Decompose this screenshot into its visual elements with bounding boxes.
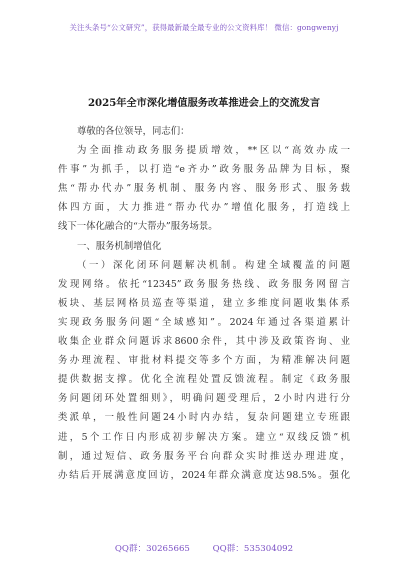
header-promo-text: 关注头条号“公文研究”，获得最新最全最专业的公文资料库！ 微信：gongwenyj — [69, 23, 339, 32]
text-line: 焦“帮办代办”服务机制、服务内容、服务形式、服务载 — [58, 183, 350, 195]
document-body — [58, 122, 350, 485]
text-line: 提供数据支撑。优化全流程处置反馈流程。制定《政务服 — [58, 374, 350, 386]
text-line: 板块、基层网格员巡查等渠道，建立多维度问题收集体系 — [58, 297, 350, 309]
paragraph-lines — [58, 141, 350, 485]
text-line: 体四方面，大力推进“帮办代办”增值化服务，打造线上 — [58, 202, 350, 214]
text-line: 件事”为抓手，以打造“e齐办”政务服务品牌为目标，聚 — [58, 164, 350, 176]
text-line: 进，5个工作日内形成初步解决方案。建立“双线反馈”机 — [58, 431, 350, 443]
text-line: （一）深化闭环问题解决机制。构建全域覆盖的问题 — [77, 259, 350, 271]
footer-qq-group-2: QQ群：535304092 — [212, 544, 294, 554]
text-line: 类派单，一般性问题24小时内办结，复杂问题建立专班跟 — [58, 412, 350, 424]
text-line: 线下一体化融合的“大帮办”服务场景。 — [58, 221, 218, 233]
text-line: 办结后开展满意度回访，2024年群众满意度达98.5%。强化 — [58, 469, 350, 481]
text-line: 实现政务服务问题“全域感知”。2024年通过各渠道累计 — [58, 316, 350, 328]
text-line: 收集企业群众问题诉求8600余件，其中涉及政策咨询、业 — [58, 336, 350, 348]
text-line: 制，通过短信、政务服务平台向群众实时推送办理进度， — [58, 450, 350, 462]
text-line: 务问题闭环处置细则》，明确问题受理后，2小时内进行分 — [58, 393, 350, 405]
text-line: 一、服务机制增值化 — [77, 240, 162, 252]
text-line: 务办理流程、审批材料提交等多个方面，为精准解决问题 — [58, 355, 350, 367]
document-title: 2025年全市深化增值服务改革推进会上的交流发言 — [87, 97, 321, 109]
salutation: 尊敬的各位领导，同志们： — [77, 126, 190, 137]
text-line: 为全面推动政务服务提质增效，**区以“高效办成一 — [77, 145, 350, 157]
footer-qq-group-1: QQ群：30265665 — [114, 544, 190, 554]
text-line: 发现网络。依托“12345”政务服务热线、政务服务网留言 — [58, 278, 350, 290]
footer-qq-groups — [0, 542, 408, 554]
